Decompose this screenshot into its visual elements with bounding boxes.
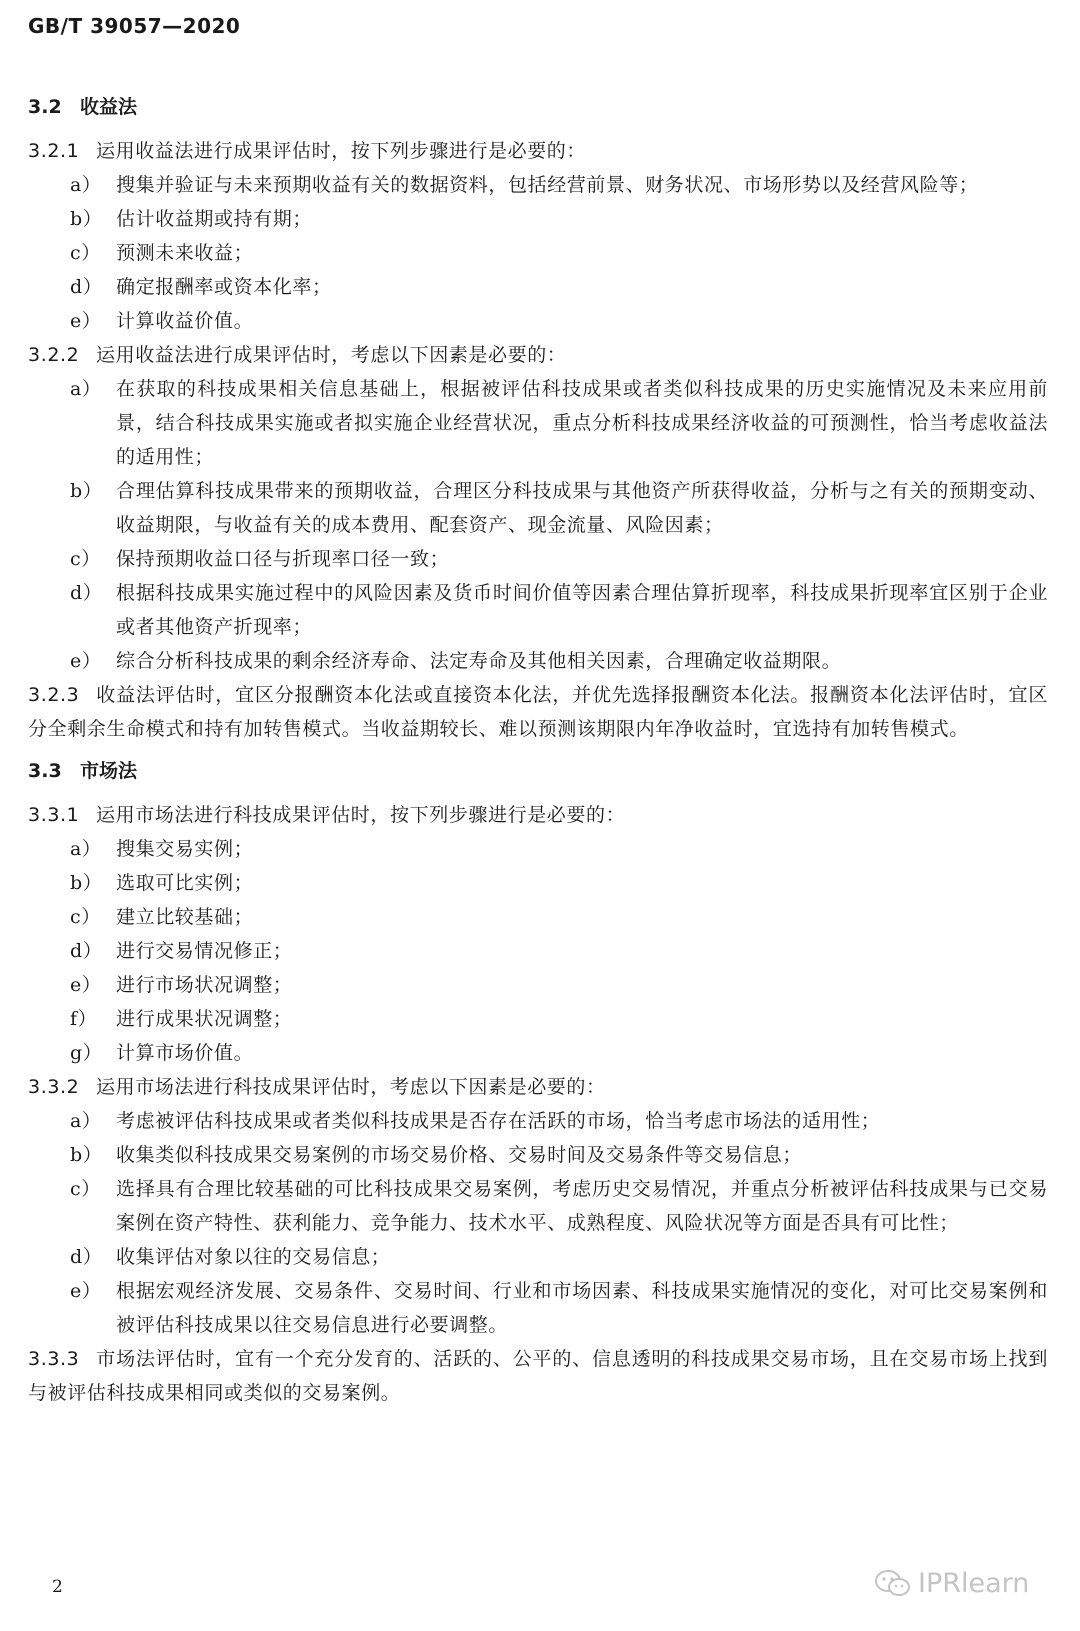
list-item-letter: e） xyxy=(70,974,102,996)
clause-number: 3.2.3 xyxy=(28,684,80,706)
clause-number: 3.2.1 xyxy=(28,140,80,162)
clause-text: 运用收益法进行成果评估时，按下列步骤进行是必要的： xyxy=(96,140,587,162)
list-item xyxy=(28,1274,1048,1342)
list-item-text: 收集评估对象以往的交易信息； xyxy=(116,1246,391,1268)
list-item-letter: d） xyxy=(70,582,103,604)
list-item-letter: b） xyxy=(70,480,103,502)
list-item-text: 进行成果状况调整； xyxy=(116,1008,293,1030)
list-item-letter: g） xyxy=(70,1042,103,1064)
document-body xyxy=(28,82,1048,1410)
list-item-text: 根据宏观经济发展、交易条件、交易时间、行业和市场因素、科技成果实施情况的变化，对可比交易案例和被评估科技成果以往交易信息进行必要调整。 xyxy=(116,1280,1048,1336)
list-item-letter: d） xyxy=(70,276,103,298)
list-item-text: 保持预期收益口径与折现率口径一致； xyxy=(116,548,450,570)
list-item-letter: c） xyxy=(70,1178,101,1200)
list-item-text: 选择具有合理比较基础的可比科技成果交易案例，考虑历史交易情况，并重点分析被评估科技成果与已交易案例在资产特性、获利能力、竞争能力、技术水平、成熟程度、风险状况等方面是否具有可比性； xyxy=(116,1178,1048,1234)
list-item xyxy=(28,934,1048,968)
clause-text: 市场法评估时，宜有一个充分发育的、活跃的、公平的、信息透明的科技成果交易市场，且在交易市场上找到与被评估科技成果相同或类似的交易案例。 xyxy=(28,1348,1048,1404)
list-item-letter: f） xyxy=(70,1008,98,1030)
list-item-letter: c） xyxy=(70,906,101,928)
list-item-letter: c） xyxy=(70,548,101,570)
list-item xyxy=(28,1104,1048,1138)
clause-number: 3.2.2 xyxy=(28,344,80,366)
list-item xyxy=(28,832,1048,866)
list-item-text: 计算收益价值。 xyxy=(116,310,254,332)
list-item-text: 考虑被评估科技成果或者类似科技成果是否存在活跃的市场，恰当考虑市场法的适用性； xyxy=(116,1110,881,1132)
watermark xyxy=(874,1568,1029,1599)
list-item-text: 综合分析科技成果的剩余经济寿命、法定寿命及其他相关因素，合理确定收益期限。 xyxy=(116,650,842,672)
standard-code: GB/T 39057—2020 xyxy=(28,14,241,38)
watermark-text: IPRlearn xyxy=(918,1568,1030,1599)
page-number: 2 xyxy=(52,1577,63,1597)
clause-number: 3.3.2 xyxy=(28,1076,80,1098)
section-title: 收益法 xyxy=(80,96,138,118)
list-item xyxy=(28,866,1048,900)
list-item xyxy=(28,1138,1048,1172)
list-item-text: 计算市场价值。 xyxy=(116,1042,254,1064)
clause-number: 3.3.3 xyxy=(28,1348,80,1370)
list-item-letter: a） xyxy=(70,838,102,860)
list-item-text: 在获取的科技成果相关信息基础上，根据被评估科技成果或者类似科技成果的历史实施情况及未来应用前景，结合科技成果实施或者拟实施企业经营状况，重点分析科技成果经济收益的可预测性，恰当考虑收益法的适用性； xyxy=(116,378,1048,468)
list-item-letter: d） xyxy=(70,1246,103,1268)
list-item xyxy=(28,542,1048,576)
list-item-text: 估计收益期或持有期； xyxy=(116,208,313,230)
list-item xyxy=(28,168,1048,202)
clause-paragraph xyxy=(28,678,1048,746)
list-item-letter: b） xyxy=(70,1144,103,1166)
clause-text: 运用市场法进行科技成果评估时，按下列步骤进行是必要的： xyxy=(96,804,626,826)
clause-text: 运用收益法进行成果评估时，考虑以下因素是必要的： xyxy=(96,344,567,366)
list-item-text: 合理估算科技成果带来的预期收益，合理区分科技成果与其他资产所获得收益，分析与之有关的预期变动、收益期限，与收益有关的成本费用、配套资产、现金流量、风险因素； xyxy=(116,480,1048,536)
list-item-text: 选取可比实例； xyxy=(116,872,254,894)
list-item-text: 进行市场状况调整； xyxy=(116,974,293,996)
list-item-letter: e） xyxy=(70,1280,102,1302)
list-item-text: 进行交易情况修正； xyxy=(116,940,293,962)
list-item xyxy=(28,474,1048,542)
clause-number: 3.3.1 xyxy=(28,804,80,826)
list-item xyxy=(28,270,1048,304)
list-item-letter: b） xyxy=(70,872,103,894)
section-title: 市场法 xyxy=(80,760,138,782)
list-item-letter: d） xyxy=(70,940,103,962)
list-item xyxy=(28,236,1048,270)
list-item-text: 预测未来收益； xyxy=(116,242,254,264)
list-item xyxy=(28,576,1048,644)
list-item-letter: e） xyxy=(70,310,102,332)
list-item-letter: b） xyxy=(70,208,103,230)
section-number: 3.3 xyxy=(28,760,62,782)
list-item-letter: a） xyxy=(70,378,102,400)
clause-paragraph xyxy=(28,1070,1048,1104)
clause-paragraph xyxy=(28,1342,1048,1410)
clause-text: 运用市场法进行科技成果评估时，考虑以下因素是必要的： xyxy=(96,1076,606,1098)
list-item-letter: a） xyxy=(70,1110,102,1132)
list-item-text: 根据科技成果实施过程中的风险因素及货币时间价值等因素合理估算折现率，科技成果折现率宜区别于企业或者其他资产折现率； xyxy=(116,582,1048,638)
clause-paragraph xyxy=(28,338,1048,372)
list-item xyxy=(28,202,1048,236)
list-item-text: 确定报酬率或资本化率； xyxy=(116,276,332,298)
list-item-text: 建立比较基础； xyxy=(116,906,254,928)
clause-text: 收益法评估时，宜区分报酬资本化法或直接资本化法，并优先选择报酬资本化法。报酬资本化法评估时，宜区分全剩余生命模式和持有加转售模式。当收益期较长、难以预测该期限内年净收益时，宜选持有加转售模式。 xyxy=(28,684,1048,740)
list-item xyxy=(28,1002,1048,1036)
list-item-letter: a） xyxy=(70,174,102,196)
list-item-letter: e） xyxy=(70,650,102,672)
list-item-text: 收集类似科技成果交易案例的市场交易价格、交易时间及交易条件等交易信息； xyxy=(116,1144,803,1166)
section-number: 3.2 xyxy=(28,96,62,118)
list-item-text: 搜集交易实例； xyxy=(116,838,254,860)
list-item xyxy=(28,1240,1048,1274)
list-item xyxy=(28,372,1048,474)
wechat-icon xyxy=(874,1569,912,1599)
section-heading xyxy=(28,754,1048,788)
list-item-letter: c） xyxy=(70,242,101,264)
list-item xyxy=(28,900,1048,934)
list-item xyxy=(28,644,1048,678)
list-item xyxy=(28,1172,1048,1240)
clause-paragraph xyxy=(28,798,1048,832)
list-item xyxy=(28,968,1048,1002)
clause-paragraph xyxy=(28,134,1048,168)
section-heading xyxy=(28,90,1048,124)
list-item-text: 搜集并验证与未来预期收益有关的数据资料，包括经营前景、财务状况、市场形势以及经营风险等； xyxy=(116,174,979,196)
list-item xyxy=(28,1036,1048,1070)
list-item xyxy=(28,304,1048,338)
